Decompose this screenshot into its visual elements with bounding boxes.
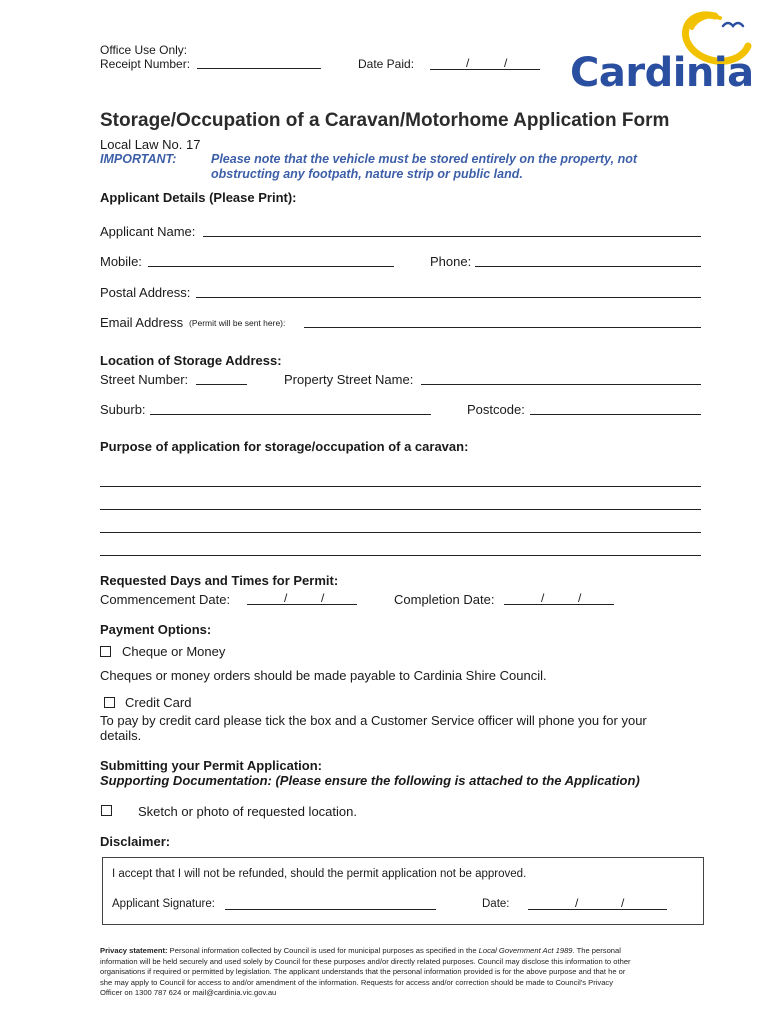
applicant-name-label: Applicant Name: xyxy=(100,224,196,239)
local-law-label: Local Law No. 17 xyxy=(100,137,201,152)
privacy-line-1c: . The personal xyxy=(572,946,621,955)
street-number-field[interactable] xyxy=(196,384,247,385)
credit-card-checkbox[interactable] xyxy=(104,697,115,708)
phone-label: Phone: xyxy=(430,254,472,269)
supporting-documentation-heading: Supporting Documentation: (Please ensure the following is attached to the Application) xyxy=(100,773,640,788)
mobile-label: Mobile: xyxy=(100,254,142,269)
sketch-checkbox[interactable] xyxy=(101,805,112,816)
credit-card-note-line-2: details. xyxy=(100,728,142,743)
privacy-act-name: Local Government Act 1989 xyxy=(478,946,573,955)
privacy-line-2: information will be held securely and used solely by Council for these purposes and/or directly related purposes. Council may disclose this information to other xyxy=(100,956,631,966)
email-note: (Permit will be sent here): xyxy=(189,318,286,328)
postal-address-label: Postal Address: xyxy=(100,285,191,300)
important-text-line-1: Please note that the vehicle must be stored entirely on the property, not xyxy=(211,152,638,166)
date-paid-label: Date Paid: xyxy=(358,57,415,71)
phone-field[interactable] xyxy=(475,266,701,267)
postal-address-field[interactable] xyxy=(196,297,701,298)
applicant-signature-label: Applicant Signature: xyxy=(112,898,215,910)
date-separator: / xyxy=(284,591,288,605)
commencement-date-field[interactable] xyxy=(247,590,357,605)
date-separator: / xyxy=(578,591,582,605)
completion-date-field[interactable] xyxy=(504,590,614,605)
location-heading: Location of Storage Address: xyxy=(100,353,282,368)
purpose-line-2[interactable] xyxy=(100,509,701,510)
privacy-statement xyxy=(100,946,705,999)
important-text-line-2: obstructing any footpath, nature strip or public land. xyxy=(211,167,523,181)
date-separator: / xyxy=(541,591,545,605)
applicant-details-heading: Applicant Details (Please Print): xyxy=(100,190,297,205)
payment-options-heading: Payment Options: xyxy=(100,622,212,637)
applicant-signature-field[interactable] xyxy=(225,909,436,910)
email-address-label: Email Address xyxy=(100,315,184,330)
disclaimer-text: I accept that I will not be refunded, should the permit application not be approved. xyxy=(112,868,527,880)
requested-days-heading: Requested Days and Times for Permit: xyxy=(100,573,339,588)
office-use-heading: Office Use Only: xyxy=(100,43,188,57)
date-separator: / xyxy=(575,896,579,910)
privacy-line-1a: Personal information collected by Council is used for municipal purposes as specified in the xyxy=(169,946,477,955)
privacy-line-4: she may apply to Council for access to and/or amendment of the information. Requests for access and/or correction should be made to Council's Privacy xyxy=(100,977,614,987)
street-number-label: Street Number: xyxy=(100,372,189,387)
logo-text: Cardinia xyxy=(570,50,754,96)
credit-card-note-line-1: To pay by credit card please tick the box and a Customer Service officer will phone you for your xyxy=(100,713,647,728)
cardinia-logo xyxy=(565,6,755,101)
property-street-field[interactable] xyxy=(421,384,701,385)
receipt-number-label: Receipt Number: xyxy=(100,57,191,71)
cheque-note: Cheques or money orders should be made payable to Cardinia Shire Council. xyxy=(100,668,547,683)
suburb-label: Suburb: xyxy=(100,402,146,417)
disclaimer-date-label: Date: xyxy=(482,898,510,910)
property-street-label: Property Street Name: xyxy=(284,372,414,387)
purpose-line-1[interactable] xyxy=(100,486,701,487)
date-separator: / xyxy=(466,56,470,70)
page-title: Storage/Occupation of a Caravan/Motorhome Application Form xyxy=(100,110,670,131)
date-separator: / xyxy=(321,591,325,605)
disclaimer-box xyxy=(102,857,704,925)
purpose-line-3[interactable] xyxy=(100,532,701,533)
cheque-checkbox[interactable] xyxy=(100,646,111,657)
sketch-label: Sketch or photo of requested location. xyxy=(138,804,357,819)
email-address-field[interactable] xyxy=(304,327,701,328)
privacy-line-3: organisations if required or permitted by legislation. The applicant understands that the personal information provided is for the above purpose and that he or xyxy=(100,967,626,976)
commencement-date-label: Commencement Date: xyxy=(100,592,231,607)
cheque-label: Cheque or Money xyxy=(122,644,226,659)
postcode-field[interactable] xyxy=(530,414,701,415)
postcode-label: Postcode: xyxy=(467,402,525,417)
suburb-field[interactable] xyxy=(150,414,431,415)
date-separator: / xyxy=(504,56,508,70)
date-separator: / xyxy=(621,896,625,910)
disclaimer-heading: Disclaimer: xyxy=(100,834,171,849)
disclaimer-date-field[interactable] xyxy=(528,895,667,910)
credit-card-label: Credit Card xyxy=(125,695,192,710)
mobile-field[interactable] xyxy=(148,266,394,267)
completion-date-label: Completion Date: xyxy=(394,592,495,607)
important-label: IMPORTANT: xyxy=(100,152,177,166)
purpose-line-4[interactable] xyxy=(100,555,701,556)
date-paid-field[interactable] xyxy=(430,55,540,70)
privacy-line-5: Officer on 1300 787 624 or mail@cardinia.vic.gov.au xyxy=(100,988,277,997)
applicant-name-field[interactable] xyxy=(203,236,701,237)
privacy-statement-label: Privacy statement: xyxy=(100,946,168,955)
purpose-heading: Purpose of application for storage/occupation of a caravan: xyxy=(100,439,469,454)
submitting-heading: Submitting your Permit Application: xyxy=(100,758,322,773)
receipt-number-field[interactable] xyxy=(197,68,321,69)
